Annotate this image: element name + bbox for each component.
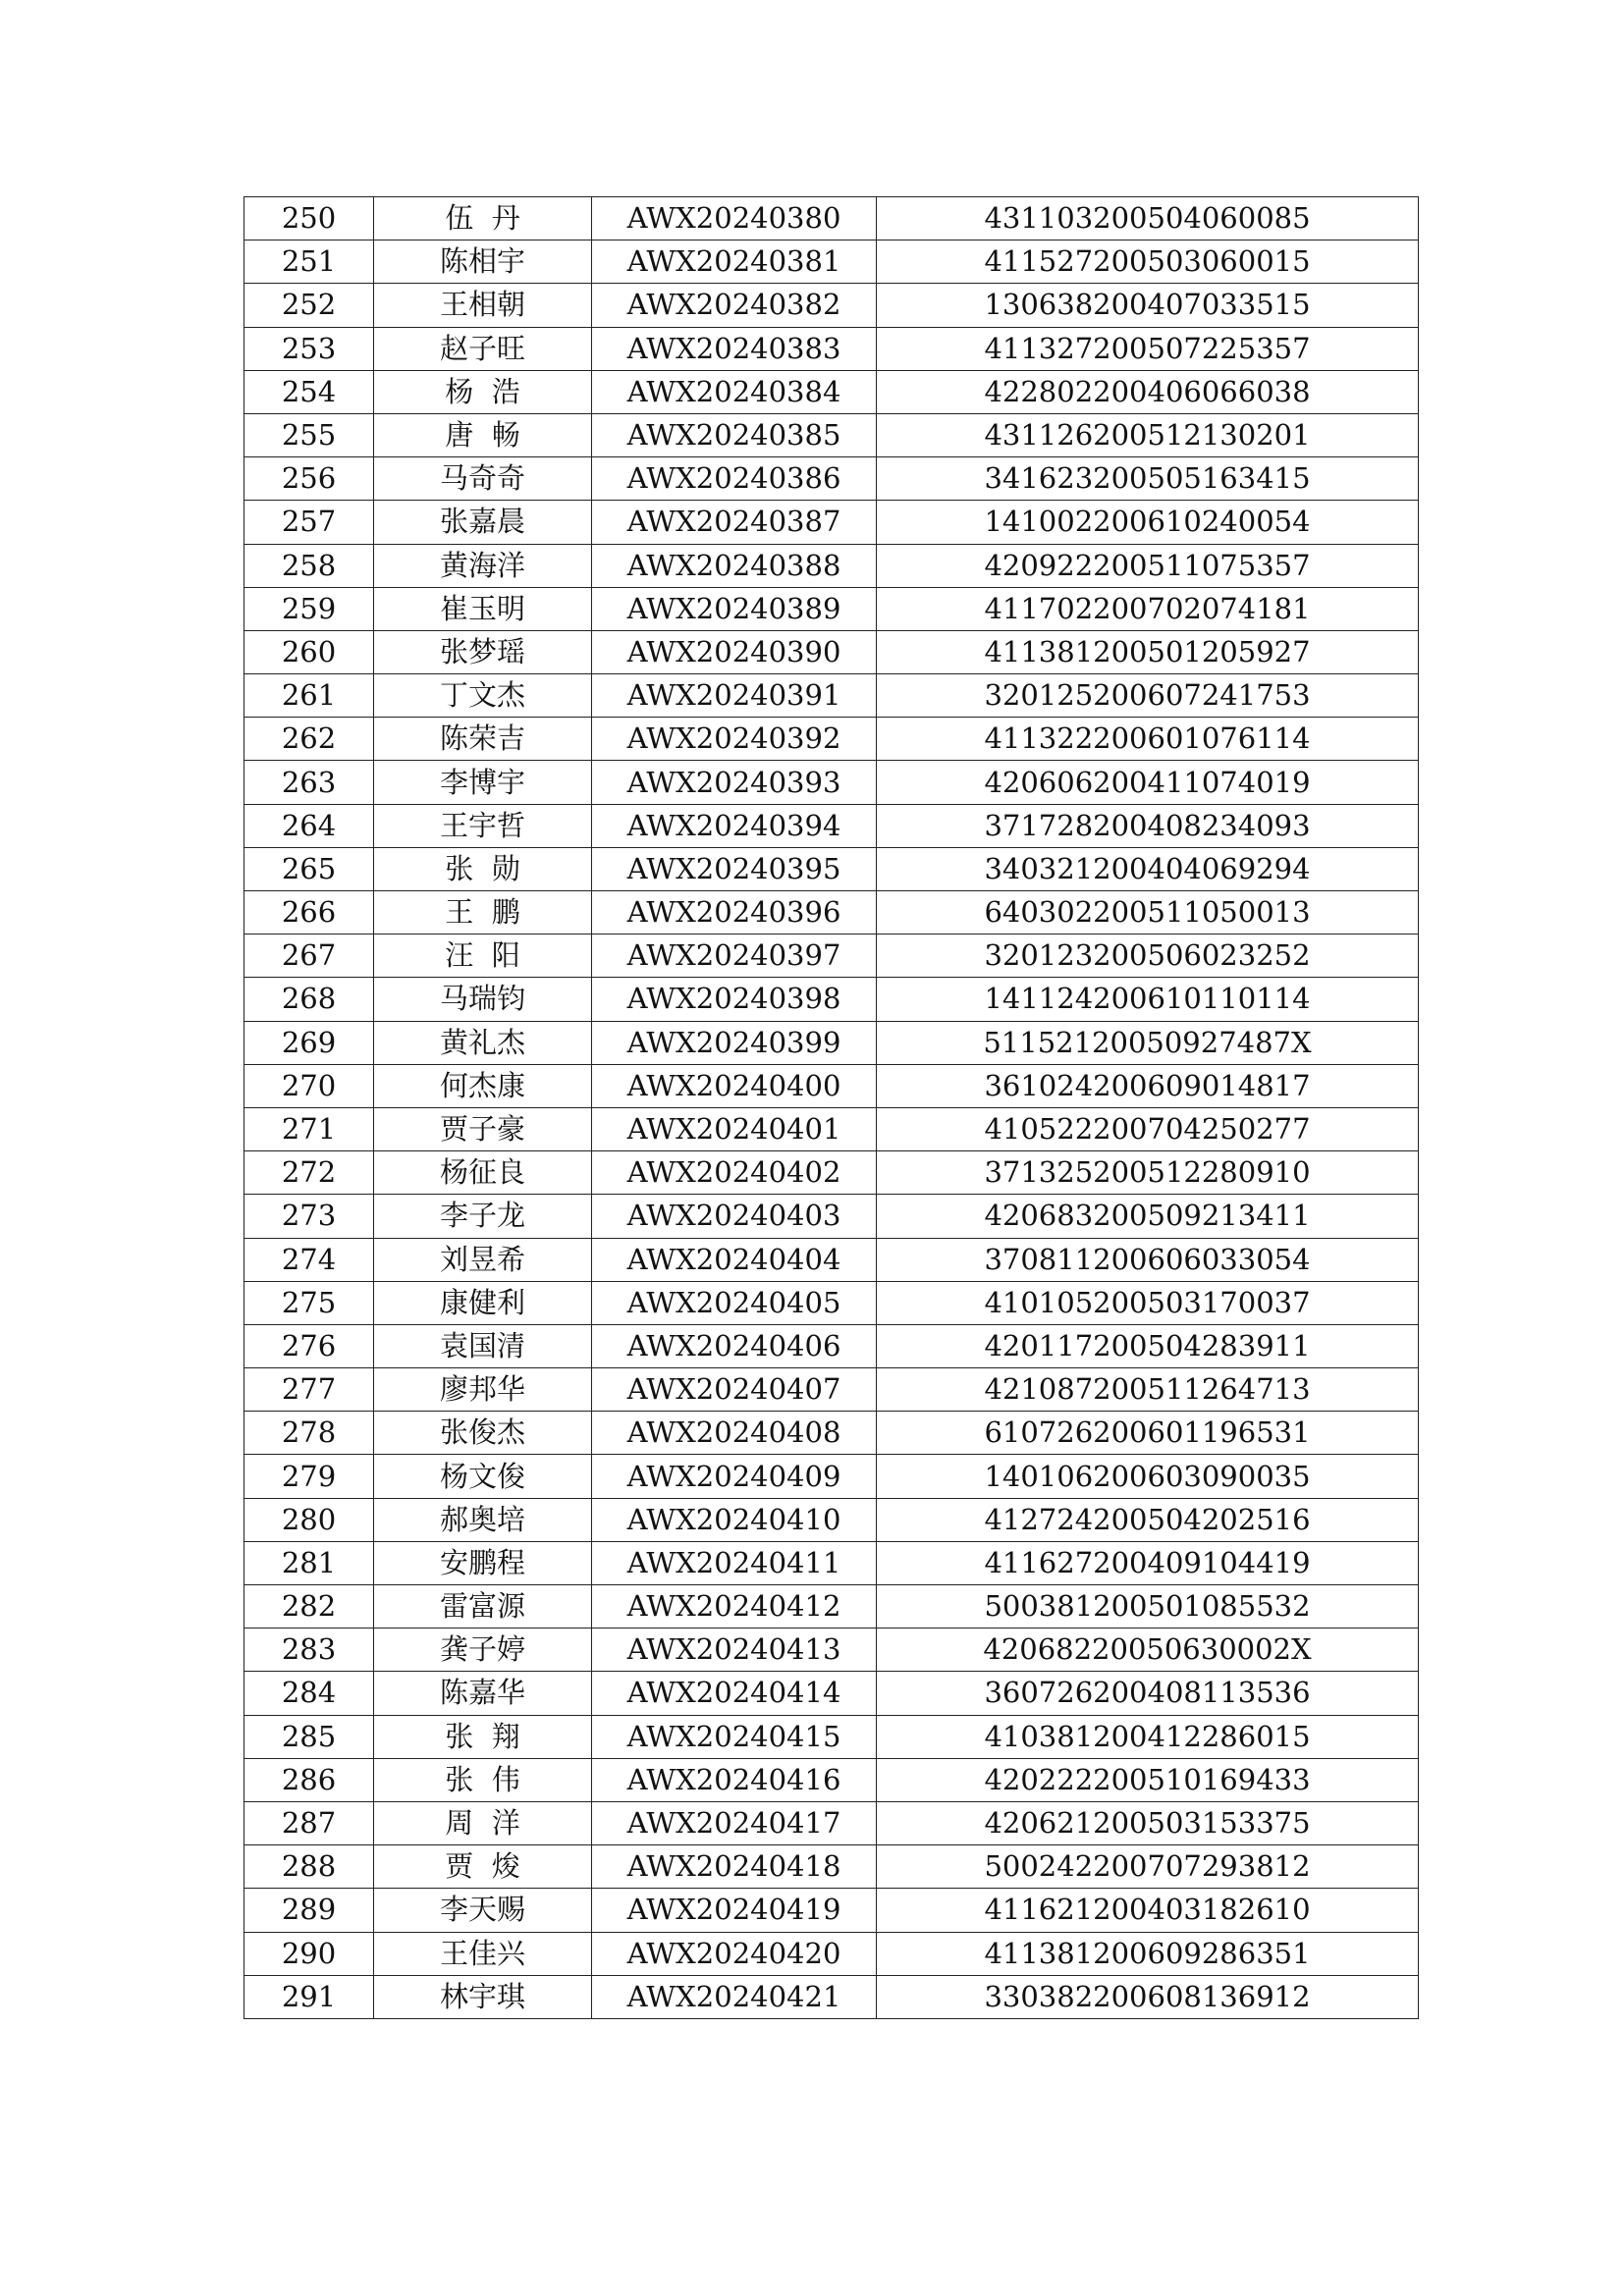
exam-code-cell: AWX20240390	[592, 630, 877, 673]
table-row	[244, 1498, 1419, 1541]
table-row	[244, 1975, 1419, 2018]
row-number-cell: 286	[244, 1758, 374, 1801]
student-name-cell: 郝奥培	[374, 1498, 592, 1541]
table-row	[244, 1195, 1419, 1238]
exam-code-cell: AWX20240400	[592, 1064, 877, 1107]
exam-code-cell: AWX20240384	[592, 370, 877, 413]
row-number-cell: 275	[244, 1281, 374, 1324]
id-number-cell: 420621200503153375	[877, 1801, 1419, 1844]
row-number-cell: 270	[244, 1064, 374, 1107]
id-number-cell: 420922200511075357	[877, 544, 1419, 587]
id-number-cell: 360726200408113536	[877, 1672, 1419, 1715]
row-number-cell: 271	[244, 1107, 374, 1150]
student-name-cell: 刘昱希	[374, 1238, 592, 1281]
exam-code-cell: AWX20240411	[592, 1541, 877, 1584]
id-number-cell: 422802200406066038	[877, 370, 1419, 413]
table-row	[244, 1455, 1419, 1498]
student-name-cell: 林宇琪	[374, 1975, 592, 2018]
table-row	[244, 1715, 1419, 1758]
table-row	[244, 1238, 1419, 1281]
table-row	[244, 457, 1419, 501]
table-row	[244, 1151, 1419, 1195]
table-row	[244, 1064, 1419, 1107]
id-number-cell: 411327200507225357	[877, 327, 1419, 370]
table-row	[244, 718, 1419, 761]
student-name-cell: 赵子旺	[374, 327, 592, 370]
table-row	[244, 1324, 1419, 1367]
exam-code-cell: AWX20240393	[592, 761, 877, 804]
student-name-cell: 贾子豪	[374, 1107, 592, 1150]
row-number-cell: 280	[244, 1498, 374, 1541]
student-name-cell: 贾 焌	[374, 1845, 592, 1889]
roster-table-body	[244, 197, 1419, 2019]
id-number-cell: 411322200601076114	[877, 718, 1419, 761]
student-name-cell: 伍 丹	[374, 197, 592, 240]
row-number-cell: 254	[244, 370, 374, 413]
id-number-cell: 420117200504283911	[877, 1324, 1419, 1367]
exam-code-cell: AWX20240421	[592, 1975, 877, 2018]
id-number-cell: 51152120050927487X	[877, 1021, 1419, 1064]
table-row	[244, 501, 1419, 544]
exam-code-cell: AWX20240380	[592, 197, 877, 240]
exam-code-cell: AWX20240415	[592, 1715, 877, 1758]
student-name-cell: 张俊杰	[374, 1412, 592, 1455]
exam-code-cell: AWX20240402	[592, 1151, 877, 1195]
exam-code-cell: AWX20240385	[592, 413, 877, 456]
row-number-cell: 276	[244, 1324, 374, 1367]
id-number-cell: 320125200607241753	[877, 674, 1419, 718]
student-name-cell: 龚子婷	[374, 1629, 592, 1672]
id-number-cell: 340321200404069294	[877, 847, 1419, 890]
student-name-cell: 陈嘉华	[374, 1672, 592, 1715]
table-row	[244, 240, 1419, 284]
id-number-cell: 320123200506023252	[877, 934, 1419, 978]
exam-code-cell: AWX20240417	[592, 1801, 877, 1844]
roster-table	[244, 196, 1419, 2019]
exam-code-cell: AWX20240387	[592, 501, 877, 544]
id-number-cell: 421087200511264713	[877, 1368, 1419, 1412]
exam-code-cell: AWX20240403	[592, 1195, 877, 1238]
student-name-cell: 王佳兴	[374, 1932, 592, 1975]
table-row	[244, 544, 1419, 587]
student-name-cell: 廖邦华	[374, 1368, 592, 1412]
row-number-cell: 250	[244, 197, 374, 240]
table-row	[244, 1889, 1419, 1932]
id-number-cell: 411702200702074181	[877, 587, 1419, 630]
table-row	[244, 1932, 1419, 1975]
id-number-cell: 341623200505163415	[877, 457, 1419, 501]
exam-code-cell: AWX20240407	[592, 1368, 877, 1412]
exam-code-cell: AWX20240406	[592, 1324, 877, 1367]
table-row	[244, 1629, 1419, 1672]
exam-code-cell: AWX20240409	[592, 1455, 877, 1498]
id-number-cell: 420222200510169433	[877, 1758, 1419, 1801]
table-row	[244, 847, 1419, 890]
student-name-cell: 陈相宇	[374, 240, 592, 284]
row-number-cell: 269	[244, 1021, 374, 1064]
row-number-cell: 256	[244, 457, 374, 501]
exam-code-cell: AWX20240388	[592, 544, 877, 587]
exam-code-cell: AWX20240394	[592, 804, 877, 847]
table-row	[244, 1672, 1419, 1715]
row-number-cell: 290	[244, 1932, 374, 1975]
table-row	[244, 804, 1419, 847]
student-name-cell: 黄海洋	[374, 544, 592, 587]
table-row	[244, 587, 1419, 630]
exam-code-cell: AWX20240382	[592, 284, 877, 327]
table-row	[244, 674, 1419, 718]
row-number-cell: 273	[244, 1195, 374, 1238]
student-name-cell: 康健利	[374, 1281, 592, 1324]
id-number-cell: 141002200610240054	[877, 501, 1419, 544]
row-number-cell: 267	[244, 934, 374, 978]
id-number-cell: 410381200412286015	[877, 1715, 1419, 1758]
student-name-cell: 陈荣吉	[374, 718, 592, 761]
table-row	[244, 413, 1419, 456]
row-number-cell: 284	[244, 1672, 374, 1715]
row-number-cell: 257	[244, 501, 374, 544]
exam-code-cell: AWX20240383	[592, 327, 877, 370]
row-number-cell: 281	[244, 1541, 374, 1584]
id-number-cell: 410105200503170037	[877, 1281, 1419, 1324]
exam-code-cell: AWX20240392	[592, 718, 877, 761]
table-row	[244, 1845, 1419, 1889]
student-name-cell: 张 翔	[374, 1715, 592, 1758]
exam-code-cell: AWX20240398	[592, 978, 877, 1021]
row-number-cell: 285	[244, 1715, 374, 1758]
exam-code-cell: AWX20240413	[592, 1629, 877, 1672]
row-number-cell: 283	[244, 1629, 374, 1672]
table-row	[244, 1585, 1419, 1629]
row-number-cell: 288	[244, 1845, 374, 1889]
exam-code-cell: AWX20240414	[592, 1672, 877, 1715]
student-name-cell: 张梦瑶	[374, 630, 592, 673]
id-number-cell: 412724200504202516	[877, 1498, 1419, 1541]
id-number-cell: 640302200511050013	[877, 891, 1419, 934]
exam-code-cell: AWX20240381	[592, 240, 877, 284]
id-number-cell: 420683200509213411	[877, 1195, 1419, 1238]
student-name-cell: 张 伟	[374, 1758, 592, 1801]
table-row	[244, 1281, 1419, 1324]
student-name-cell: 王 鹏	[374, 891, 592, 934]
id-number-cell: 411381200609286351	[877, 1932, 1419, 1975]
id-number-cell: 130638200407033515	[877, 284, 1419, 327]
exam-code-cell: AWX20240408	[592, 1412, 877, 1455]
table-row	[244, 891, 1419, 934]
row-number-cell: 266	[244, 891, 374, 934]
student-name-cell: 张 勋	[374, 847, 592, 890]
student-name-cell: 雷富源	[374, 1585, 592, 1629]
row-number-cell: 259	[244, 587, 374, 630]
row-number-cell: 289	[244, 1889, 374, 1932]
row-number-cell: 268	[244, 978, 374, 1021]
id-number-cell: 411627200409104419	[877, 1541, 1419, 1584]
table-row	[244, 284, 1419, 327]
exam-code-cell: AWX20240391	[592, 674, 877, 718]
id-number-cell: 370811200606033054	[877, 1238, 1419, 1281]
student-name-cell: 周 洋	[374, 1801, 592, 1844]
row-number-cell: 279	[244, 1455, 374, 1498]
id-number-cell: 411621200403182610	[877, 1889, 1419, 1932]
table-row	[244, 1801, 1419, 1844]
student-name-cell: 杨 浩	[374, 370, 592, 413]
table-row	[244, 370, 1419, 413]
student-name-cell: 安鹏程	[374, 1541, 592, 1584]
table-row	[244, 1758, 1419, 1801]
table-row	[244, 630, 1419, 673]
exam-code-cell: AWX20240399	[592, 1021, 877, 1064]
row-number-cell: 255	[244, 413, 374, 456]
exam-code-cell: AWX20240416	[592, 1758, 877, 1801]
id-number-cell: 500242200707293812	[877, 1845, 1419, 1889]
student-name-cell: 王相朝	[374, 284, 592, 327]
exam-code-cell: AWX20240412	[592, 1585, 877, 1629]
row-number-cell: 272	[244, 1151, 374, 1195]
id-number-cell: 500381200501085532	[877, 1585, 1419, 1629]
exam-code-cell: AWX20240420	[592, 1932, 877, 1975]
student-name-cell: 崔玉明	[374, 587, 592, 630]
student-name-cell: 马瑞钧	[374, 978, 592, 1021]
row-number-cell: 277	[244, 1368, 374, 1412]
row-number-cell: 265	[244, 847, 374, 890]
row-number-cell: 261	[244, 674, 374, 718]
id-number-cell: 141124200610110114	[877, 978, 1419, 1021]
table-row	[244, 934, 1419, 978]
table-row	[244, 1412, 1419, 1455]
row-number-cell: 282	[244, 1585, 374, 1629]
row-number-cell: 287	[244, 1801, 374, 1844]
student-name-cell: 汪 阳	[374, 934, 592, 978]
table-row	[244, 197, 1419, 240]
exam-code-cell: AWX20240418	[592, 1845, 877, 1889]
row-number-cell: 258	[244, 544, 374, 587]
id-number-cell: 371325200512280910	[877, 1151, 1419, 1195]
student-name-cell: 唐 畅	[374, 413, 592, 456]
row-number-cell: 251	[244, 240, 374, 284]
id-number-cell: 371728200408234093	[877, 804, 1419, 847]
student-name-cell: 李博宇	[374, 761, 592, 804]
student-name-cell: 杨征良	[374, 1151, 592, 1195]
row-number-cell: 264	[244, 804, 374, 847]
student-name-cell: 李子龙	[374, 1195, 592, 1238]
table-row	[244, 761, 1419, 804]
exam-code-cell: AWX20240386	[592, 457, 877, 501]
id-number-cell: 330382200608136912	[877, 1975, 1419, 2018]
table-row	[244, 1021, 1419, 1064]
id-number-cell: 431126200512130201	[877, 413, 1419, 456]
exam-code-cell: AWX20240397	[592, 934, 877, 978]
exam-code-cell: AWX20240395	[592, 847, 877, 890]
id-number-cell: 431103200504060085	[877, 197, 1419, 240]
table-row	[244, 1541, 1419, 1584]
student-name-cell: 丁文杰	[374, 674, 592, 718]
exam-code-cell: AWX20240396	[592, 891, 877, 934]
id-number-cell: 420606200411074019	[877, 761, 1419, 804]
exam-code-cell: AWX20240404	[592, 1238, 877, 1281]
table-row	[244, 327, 1419, 370]
row-number-cell: 253	[244, 327, 374, 370]
table-row	[244, 1368, 1419, 1412]
row-number-cell: 260	[244, 630, 374, 673]
row-number-cell: 274	[244, 1238, 374, 1281]
exam-code-cell: AWX20240405	[592, 1281, 877, 1324]
student-name-cell: 杨文俊	[374, 1455, 592, 1498]
student-name-cell: 李天赐	[374, 1889, 592, 1932]
exam-code-cell: AWX20240389	[592, 587, 877, 630]
id-number-cell: 411381200501205927	[877, 630, 1419, 673]
id-number-cell: 140106200603090035	[877, 1455, 1419, 1498]
exam-code-cell: AWX20240401	[592, 1107, 877, 1150]
row-number-cell: 263	[244, 761, 374, 804]
id-number-cell: 361024200609014817	[877, 1064, 1419, 1107]
student-name-cell: 袁国清	[374, 1324, 592, 1367]
student-name-cell: 张嘉晨	[374, 501, 592, 544]
row-number-cell: 278	[244, 1412, 374, 1455]
table-row	[244, 978, 1419, 1021]
student-name-cell: 黄礼杰	[374, 1021, 592, 1064]
exam-code-cell: AWX20240410	[592, 1498, 877, 1541]
row-number-cell: 291	[244, 1975, 374, 2018]
id-number-cell: 42068220050630002X	[877, 1629, 1419, 1672]
student-name-cell: 王宇哲	[374, 804, 592, 847]
id-number-cell: 411527200503060015	[877, 240, 1419, 284]
table-row	[244, 1107, 1419, 1150]
row-number-cell: 262	[244, 718, 374, 761]
row-number-cell: 252	[244, 284, 374, 327]
id-number-cell: 410522200704250277	[877, 1107, 1419, 1150]
id-number-cell: 610726200601196531	[877, 1412, 1419, 1455]
student-name-cell: 马奇奇	[374, 457, 592, 501]
exam-code-cell: AWX20240419	[592, 1889, 877, 1932]
student-name-cell: 何杰康	[374, 1064, 592, 1107]
